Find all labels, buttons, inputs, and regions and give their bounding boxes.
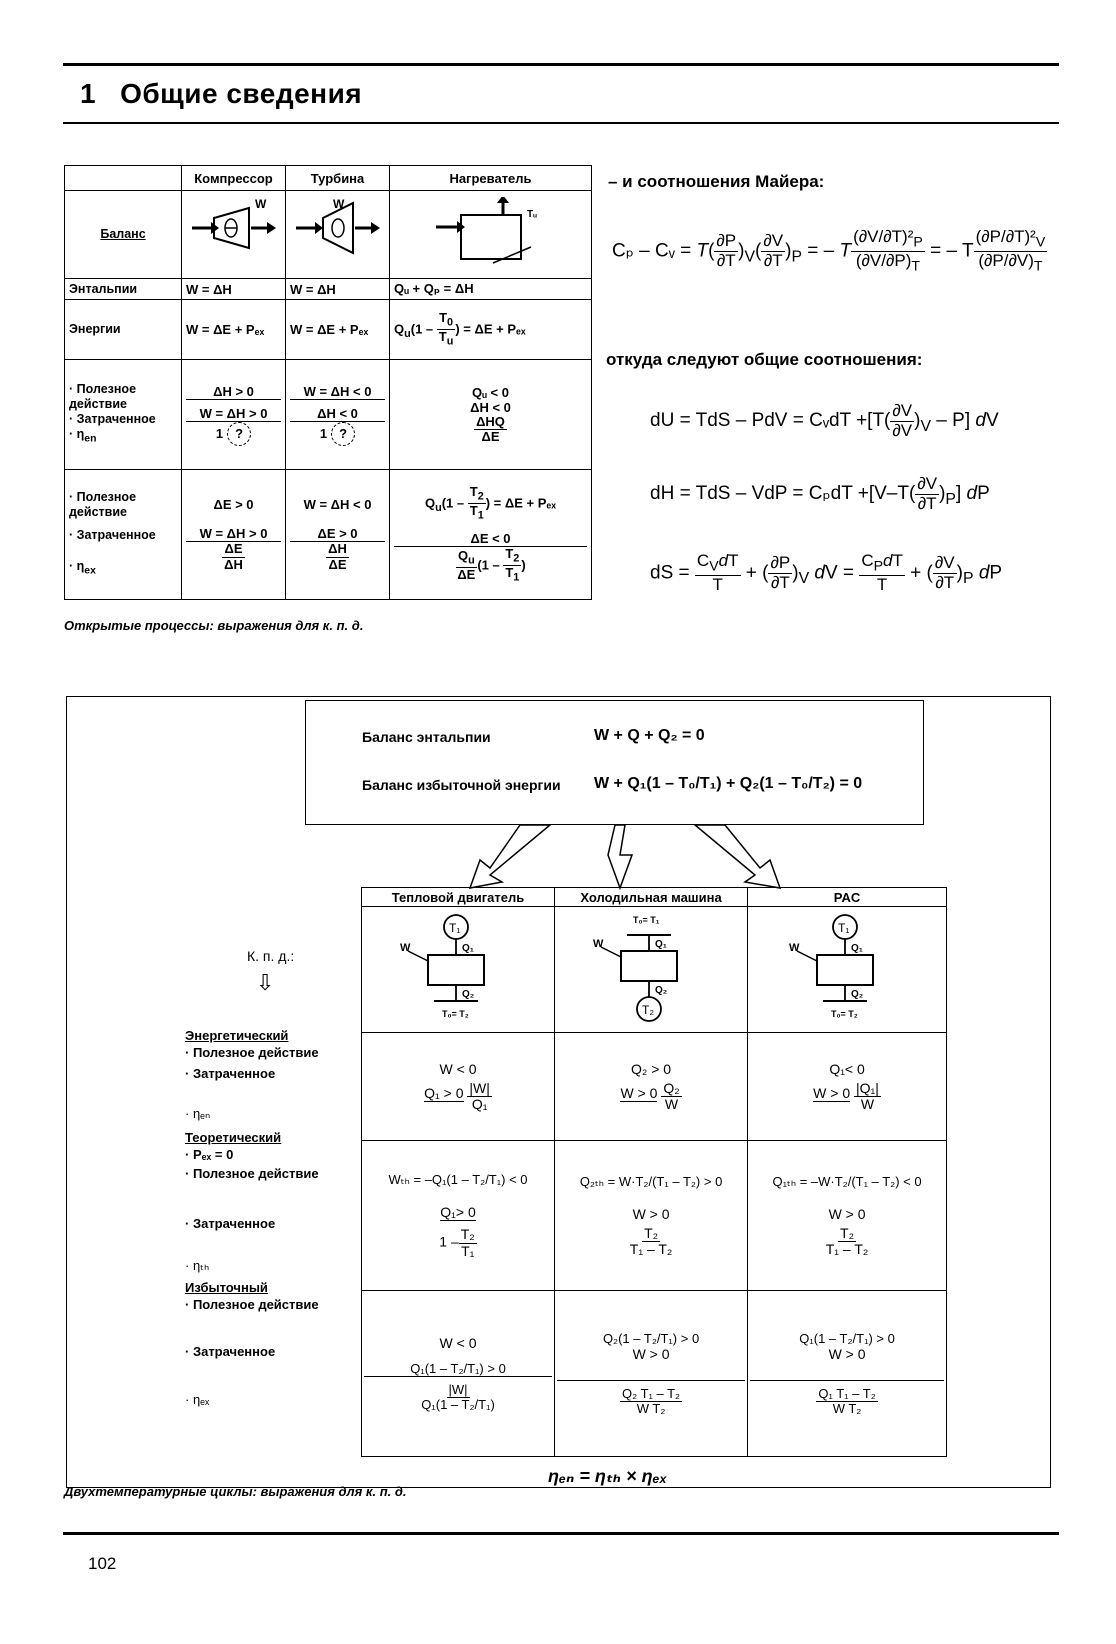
section-title: Общие сведения (120, 78, 363, 109)
en-compressor-eta: 1 ? (186, 422, 281, 446)
general-relations-intro: откуда следуют общие соотношения: (606, 350, 923, 369)
down-arrow-icon: ⇩ (256, 970, 275, 995)
ex-compressor-eta: $\frac{\Delta E}{\Delta H}$ (224, 541, 243, 572)
enthalpy-heater: Qᵤ + Qₚ = ΔH (390, 279, 592, 300)
ex-compressor-spent: W = ΔH > 0 (186, 526, 281, 542)
excess-spent-label: · Затраченное (185, 1344, 276, 1359)
svg-text:W: W (400, 942, 411, 954)
energy-head: Энергетический (185, 1028, 289, 1043)
section-number: 1 (80, 78, 97, 109)
svg-text:T₁: T₁ (838, 921, 850, 935)
en-turbine-useful: W = ΔH < 0 (290, 384, 385, 400)
ex-he-spent: Q₁(1 – T₂/T₁) > 0 (364, 1361, 552, 1377)
efficiency-product: ηₑₙ = ηₜₕ × ηₑₓ (548, 1466, 667, 1486)
en-he-useful: W < 0 (439, 1060, 477, 1077)
du-equation: dU = TdS – PdV = CᵥdT +[T( $\frac{\partial V}{\partial V}$ )$_V - P$] dV (650, 401, 999, 440)
ex-heater-spent: ΔE < 0 (394, 531, 587, 547)
energy-useful-label: · Полезное действие (185, 1045, 319, 1060)
enthalpy-balance-eq: W + Q + Q₂ = 0 (594, 727, 705, 744)
en-pac-spent: W > 0 (813, 1085, 851, 1102)
excess-balance-label: Баланс избыточной энергии (362, 777, 561, 793)
th-he-spent: Q₁> 0 (440, 1204, 476, 1221)
energy-compressor: W = ΔE + Pₑₓ (182, 300, 286, 360)
footer-rule (63, 1532, 1059, 1535)
ex-refrigerator (555, 1291, 748, 1457)
energy-heater-rhs: = ΔE + Pₑₓ (463, 320, 526, 336)
mayer-equation: Cₚ – Cᵥ = T( $\frac{\partial P}{\partial T}$ )$_V$( $\frac{\partial V}{\partial T}$ )$_P$ = – T $\frac{(\partial V/\partial T)^2_P}{(\partial V/\partial P)_T}$ = – T $\frac{(\partial P/\partial T)^2_V}{(\partial P/\partial V)_T}$ (612, 227, 1046, 275)
en-compressor-spent: W = ΔH > 0 (186, 406, 281, 422)
th-refrigerator (555, 1141, 748, 1291)
enthalpy-compressor: W = ΔH (182, 279, 286, 300)
en-compressor-useful: ΔH > 0 (186, 384, 281, 400)
en-pac-eta: $\frac{\text{|Q₁|}}{W}$ (856, 1079, 879, 1112)
excess-eta-label: · ηₑₓ (185, 1392, 210, 1407)
excess-useful-label: · Полезное действие (185, 1297, 319, 1312)
en-refrigerator (555, 1033, 748, 1141)
svg-text:Q₁: Q₁ (851, 943, 863, 954)
refrigerator-diagram (555, 907, 748, 1033)
ex-turbine (286, 470, 390, 600)
en-eta-label: · $\eta_{en}$ (69, 427, 97, 445)
en-rf-spent: W > 0 (620, 1085, 658, 1102)
corner-cell (65, 166, 182, 191)
ex-compressor (182, 470, 286, 600)
heading-rule (63, 122, 1059, 124)
page-number: 102 (88, 1554, 117, 1573)
th-pac-spent: W > 0 (828, 1205, 866, 1222)
svg-text:Q₂: Q₂ (462, 989, 475, 1000)
ex-eta-label: · $\eta_{ex}$ (69, 559, 96, 577)
col-refrigerator: Холодильная машина (555, 888, 748, 907)
en-heater-useful: Qᵤ < 0 (472, 384, 509, 400)
en-turbine-spent: ΔH < 0 (290, 406, 385, 422)
enthalpy-turbine: W = ΔH (286, 279, 390, 300)
energy-eta-label: · ηₑₙ (185, 1106, 211, 1121)
ex-pac-eta: $\frac{\text{Q₁ T₁ – T₂}}{\text{W T₂}}$ (818, 1385, 876, 1416)
ex-useful-label: · Полезное действие (69, 490, 137, 520)
ex-heat-engine (362, 1291, 555, 1457)
ex-pac-useful: Q₁(1 – T₂/T₁) > 0 (799, 1330, 895, 1346)
cycles-table (361, 887, 947, 1457)
svg-text:Q₂: Q₂ (655, 985, 668, 996)
en-labels (65, 360, 182, 470)
en-compressor (182, 360, 286, 470)
en-turbine-eta: 1 ? (290, 422, 385, 446)
ex-pac-spent: W > 0 (750, 1346, 944, 1381)
top-rule (63, 63, 1059, 66)
svg-text:Q₁: Q₁ (462, 943, 474, 954)
svg-text:T₂: T₂ (642, 1003, 655, 1017)
ex-he-useful: W < 0 (439, 1334, 477, 1351)
en-heat-engine (362, 1033, 555, 1141)
th-heat-engine (362, 1141, 555, 1291)
ex-compressor-useful: ΔE > 0 (213, 497, 254, 513)
en-pac-useful: Q₁< 0 (829, 1060, 865, 1077)
th-pac-useful: Q₁ₜₕ = –W·T₂/(T₁ – T₂) < 0 (772, 1173, 922, 1189)
en-spent-label: · Затраченное (69, 412, 156, 427)
ex-labels (65, 470, 182, 600)
ex-turbine-spent: ΔE > 0 (290, 526, 385, 542)
th-he-useful: Wₜₕ = –Q₁(1 – T₂/T₁) < 0 (388, 1172, 528, 1188)
ex-he-eta: $\frac{|W|}{\text{Q₁(1 – T₂/T₁)}}$ (421, 1381, 495, 1412)
svg-text:T₀= T₂: T₀= T₂ (831, 1009, 858, 1019)
balance-label: Баланс (65, 191, 182, 279)
col-pac: PAC (748, 888, 947, 907)
ex-spent-label: · Затраченное (69, 528, 156, 543)
table1-caption: Открытые процессы: выражения для к. п. д. (64, 618, 364, 633)
table2-caption: Двухтемпературные циклы: выражения для к. п. д. (64, 1484, 407, 1499)
theory-head: Теоретический (185, 1130, 282, 1145)
heater-diagram (390, 191, 592, 279)
en-useful-label: · Полезное действие (69, 382, 137, 412)
svg-text:T₁: T₁ (449, 921, 461, 935)
kpd-label: К. п. д.: (247, 948, 295, 964)
dh-equation: dH = TdS – VdP = CₚdT +[V–T( $\frac{\partial V}{\partial T}$ )$_P$] dP (650, 474, 990, 513)
theory-pex-label: · Pₑₓ = 0 (185, 1147, 234, 1162)
theory-useful-label: · Полезное действие (185, 1166, 319, 1181)
energy-turbine: W = ΔE + Pₑₓ (286, 300, 390, 360)
ex-heater-eta: $\frac{Q_u}{\Delta E}$ (1 – $\frac{T_2}{T_1}$ ) (457, 545, 526, 584)
th-rf-useful: Q₂ₜₕ = W·T₂/(T₁ – T₂) > 0 (579, 1173, 723, 1189)
enthalpy-balance-label: Баланс энтальпии (362, 729, 491, 745)
ex-pac (748, 1291, 947, 1457)
svg-text:T₀= T₁: T₀= T₁ (633, 915, 660, 925)
mayer-intro: – и соотношения Майера: (608, 172, 825, 191)
ex-turbine-useful: W = ΔH < 0 (303, 497, 372, 513)
excess-head: Избыточный (185, 1280, 268, 1295)
enthalpy-label: Энтальпии (65, 279, 182, 300)
svg-text:Q₁: Q₁ (655, 939, 667, 950)
en-he-spent: Q₁ > 0 (424, 1085, 464, 1102)
svg-text:W: W (332, 198, 344, 211)
open-process-table (64, 165, 592, 600)
svg-text:W: W (789, 942, 800, 954)
question-icon: ? (227, 422, 251, 446)
col-turbine: Турбина (286, 166, 390, 191)
th-rf-eta: $\frac{\text{T₂}}{\text{T₁ – T₂}}$ (629, 1224, 673, 1257)
svg-text:Q₂: Q₂ (851, 989, 864, 1000)
question-icon: ? (331, 422, 355, 446)
svg-text:W: W (593, 938, 604, 950)
col-heater: Нагреватель (390, 166, 592, 191)
en-heater-eta: $\frac{\text{ΔHQ}}{\Delta E}$ (476, 413, 505, 444)
compressor-diagram (182, 191, 286, 279)
en-pac (748, 1033, 947, 1141)
ds-equation: dS = $\frac{C_VdT}{T}$ + ( $\frac{\partial P}{\partial T}$ )$_V$ dV = $\frac{C_PdT}{T}$ + ( $\frac{\partial V}{\partial T}$ )$_P$ dP (650, 551, 1003, 594)
ex-heater-useful: $Q_u(1$ – $\frac{T_2}{T_1}$ ) = ΔE + Pₑₓ (424, 483, 557, 522)
th-pac (748, 1141, 947, 1291)
ex-heater (390, 470, 592, 600)
en-heater-spent: ΔH < 0 (470, 399, 511, 415)
turbine-diagram (286, 191, 390, 279)
en-turbine (286, 360, 390, 470)
svg-text:T₀= T₂: T₀= T₂ (442, 1009, 469, 1019)
ex-rf-spent: W > 0 (557, 1346, 745, 1381)
en-rf-useful: Q₂ > 0 (631, 1060, 672, 1077)
theory-eta-label: · ηₜₕ (185, 1258, 210, 1273)
en-rf-eta: $\frac{\text{Q₂}}{W}$ (663, 1079, 680, 1112)
heat-engine-diagram (362, 907, 555, 1033)
en-he-eta: $\frac{|W|}{\text{Q₁}}$ (469, 1079, 490, 1112)
svg-text:W: W (254, 198, 266, 211)
energy-spent-label: · Затраченное (185, 1066, 276, 1081)
th-rf-spent: W > 0 (632, 1205, 670, 1222)
energy-label: Энергии (65, 300, 182, 360)
energy-heater: $Q_u(1$ – $\frac{T_0}{T_u}$ ) = ΔE + Pₑₓ (390, 300, 592, 360)
ex-turbine-eta: $\frac{\Delta H}{\Delta E}$ (328, 541, 347, 572)
ex-rf-useful: Q₂(1 – T₂/T₁) > 0 (602, 1330, 700, 1346)
en-heater (390, 360, 592, 470)
ex-rf-eta: $\frac{\text{Q₂ T₁ – T₂}}{\text{W T₂}}$ (622, 1385, 681, 1416)
balance-box (305, 700, 924, 825)
pac-diagram (748, 907, 947, 1033)
th-pac-eta: $\frac{\text{T₂}}{\text{T₁ – T₂}}$ (825, 1224, 869, 1257)
col-heat-engine: Тепловой двигатель (362, 888, 555, 907)
theory-spent-label: · Затраченное (185, 1216, 276, 1231)
col-compressor: Компрессор (182, 166, 286, 191)
excess-balance-eq: W + Q₁(1 – T₀/T₁) + Q₂(1 – T₀/T₂) = 0 (594, 775, 863, 792)
section-heading (80, 78, 362, 110)
th-he-eta: 1 – $\frac{\text{T₂}}{\text{T₁}}$ (439, 1226, 475, 1259)
arrows-graphic (440, 820, 800, 892)
svg-text:Tᵤ: Tᵤ (526, 209, 537, 220)
